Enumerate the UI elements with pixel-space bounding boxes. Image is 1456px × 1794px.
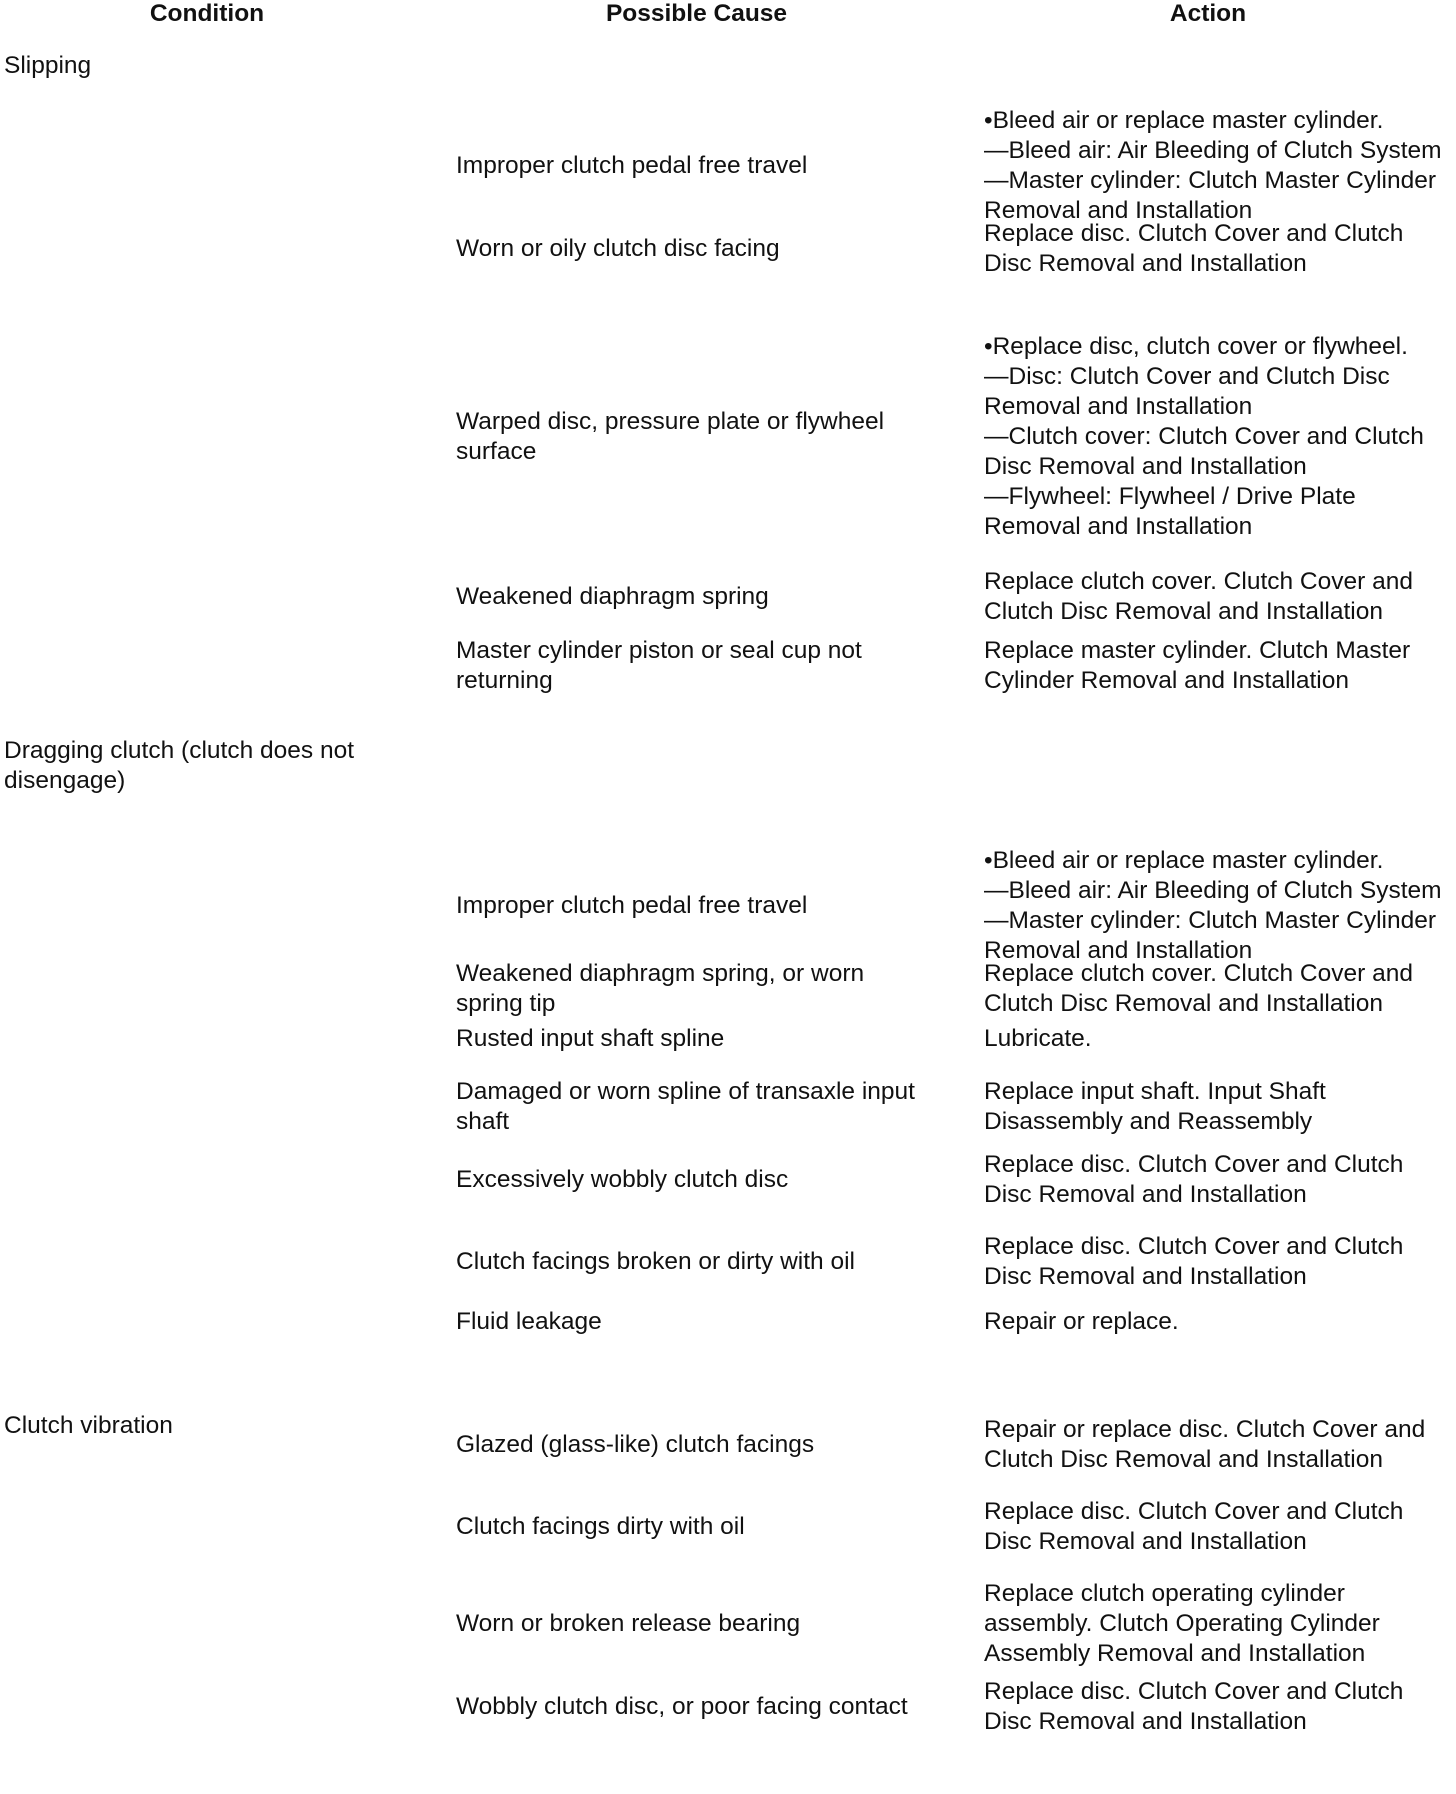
cause-cell xyxy=(456,891,946,921)
cause-cell xyxy=(456,582,946,612)
cause-cell xyxy=(456,1024,946,1054)
action-cell-line: Disc Removal and Installation xyxy=(984,250,1307,277)
cause-cell-line: Wobbly clutch disc, or poor facing contact xyxy=(456,1693,908,1720)
action-cell-line: Replace disc. Clutch Cover and Clutch xyxy=(984,1233,1404,1260)
action-cell-line: Replace disc. Clutch Cover and Clutch xyxy=(984,220,1404,247)
action-cell-line: —Disc: Clutch Cover and Clutch Disc xyxy=(984,363,1390,390)
action-cell xyxy=(984,1307,1454,1337)
action-cell xyxy=(984,332,1454,542)
action-cell-line: Clutch Disc Removal and Installation xyxy=(984,990,1383,1017)
header-condition: Condition xyxy=(149,0,265,27)
cause-cell-line: Fluid leakage xyxy=(456,1308,602,1335)
cause-cell-line: Worn or oily clutch disc facing xyxy=(456,235,780,262)
header-action: Action xyxy=(1169,0,1247,27)
action-cell-line: —Flywheel: Flywheel / Drive Plate xyxy=(984,483,1356,510)
cause-cell-line: returning xyxy=(456,667,553,694)
action-cell-line: Replace clutch cover. Clutch Cover and xyxy=(984,568,1413,595)
action-cell-line: Cylinder Removal and Installation xyxy=(984,667,1349,694)
cause-cell xyxy=(456,1307,946,1337)
cause-cell-line: Improper clutch pedal free travel xyxy=(456,152,808,179)
action-cell xyxy=(984,1077,1454,1137)
cause-cell xyxy=(456,151,946,181)
action-cell-line: Replace disc. Clutch Cover and Clutch xyxy=(984,1151,1404,1178)
action-cell xyxy=(984,959,1454,1019)
action-cell-line: Replace clutch operating cylinder xyxy=(984,1580,1345,1607)
cause-cell xyxy=(456,407,946,467)
cause-cell-line: Master cylinder piston or seal cup not xyxy=(456,637,862,664)
action-cell-line: —Master cylinder: Clutch Master Cylinder xyxy=(984,907,1437,934)
cause-cell xyxy=(456,234,946,264)
cause-cell xyxy=(456,959,946,1019)
cause-cell-line: Improper clutch pedal free travel xyxy=(456,892,808,919)
action-cell-line: Disc Removal and Installation xyxy=(984,1528,1307,1555)
cause-cell xyxy=(456,1692,946,1722)
action-cell-line: Clutch Disc Removal and Installation xyxy=(984,1446,1383,1473)
condition-cell xyxy=(4,51,404,81)
cause-cell xyxy=(456,1165,946,1195)
cause-cell xyxy=(456,636,946,696)
action-cell-line: —Bleed air: Air Bleeding of Clutch System xyxy=(984,137,1442,164)
action-cell xyxy=(984,1579,1454,1669)
action-cell xyxy=(984,1415,1454,1475)
action-cell-line: Removal and Installation xyxy=(984,393,1253,420)
action-cell xyxy=(984,1024,1454,1054)
action-cell xyxy=(984,846,1454,966)
cause-cell-line: Weakened diaphragm spring xyxy=(456,583,769,610)
action-cell-line: Repair or replace. xyxy=(984,1308,1179,1335)
action-cell xyxy=(984,567,1454,627)
cause-cell xyxy=(456,1609,946,1639)
action-cell-line: Lubricate. xyxy=(984,1025,1092,1052)
action-cell-line: Removal and Installation xyxy=(984,513,1253,540)
action-cell-line: Replace disc. Clutch Cover and Clutch xyxy=(984,1498,1404,1525)
action-cell-line: Replace input shaft. Input Shaft xyxy=(984,1078,1326,1105)
action-cell xyxy=(984,636,1454,696)
action-cell-line: •Replace disc, clutch cover or flywheel. xyxy=(984,333,1408,360)
action-cell-line: Replace disc. Clutch Cover and Clutch xyxy=(984,1678,1404,1705)
action-cell-line: Clutch Disc Removal and Installation xyxy=(984,598,1383,625)
action-cell-line: —Bleed air: Air Bleeding of Clutch System xyxy=(984,877,1442,904)
cause-cell xyxy=(456,1430,946,1460)
action-cell-line: •Bleed air or replace master cylinder. xyxy=(984,107,1384,134)
header-possible-cause: Possible Cause xyxy=(605,0,788,27)
cause-cell-line: Rusted input shaft spline xyxy=(456,1025,725,1052)
cause-cell-line: shaft xyxy=(456,1108,510,1135)
action-cell xyxy=(984,219,1454,279)
action-cell xyxy=(984,1232,1454,1292)
action-cell-line: —Clutch cover: Clutch Cover and Clutch xyxy=(984,423,1424,450)
action-cell-line: assembly. Clutch Operating Cylinder xyxy=(984,1610,1380,1637)
condition-cell-line: Dragging clutch (clutch does not xyxy=(4,737,354,764)
cause-cell-line: Weakened diaphragm spring, or worn xyxy=(456,960,865,987)
cause-cell xyxy=(456,1512,946,1542)
condition-cell-line: Clutch vibration xyxy=(4,1412,173,1439)
action-cell-line: Disc Removal and Installation xyxy=(984,1263,1307,1290)
cause-cell-line: surface xyxy=(456,438,537,465)
action-cell-line: Disc Removal and Installation xyxy=(984,453,1307,480)
cause-cell xyxy=(456,1247,946,1277)
action-cell-line: —Master cylinder: Clutch Master Cylinder xyxy=(984,167,1437,194)
action-cell-line: Replace master cylinder. Clutch Master xyxy=(984,637,1411,664)
cause-cell-line: Clutch facings broken or dirty with oil xyxy=(456,1248,855,1275)
action-cell-line: Disc Removal and Installation xyxy=(984,1708,1307,1735)
action-cell xyxy=(984,1677,1454,1737)
action-cell-line: Removal and Installation xyxy=(984,937,1253,964)
cause-cell-line: spring tip xyxy=(456,990,556,1017)
cause-cell-line: Glazed (glass-like) clutch facings xyxy=(456,1431,815,1458)
action-cell-line: Disc Removal and Installation xyxy=(984,1181,1307,1208)
condition-cell xyxy=(4,1411,404,1441)
action-cell-line: Removal and Installation xyxy=(984,197,1253,224)
action-cell-line: Replace clutch cover. Clutch Cover and xyxy=(984,960,1413,987)
cause-cell xyxy=(456,1077,946,1137)
cause-cell-line: Damaged or worn spline of transaxle input xyxy=(456,1078,915,1105)
action-cell-line: Repair or replace disc. Clutch Cover and xyxy=(984,1416,1426,1443)
cause-cell-line: Excessively wobbly clutch disc xyxy=(456,1166,789,1193)
action-cell xyxy=(984,106,1454,226)
cause-cell-line: Clutch facings dirty with oil xyxy=(456,1513,745,1540)
condition-cell-line: Slipping xyxy=(4,52,92,79)
action-cell-line: •Bleed air or replace master cylinder. xyxy=(984,847,1384,874)
action-cell-line: Disassembly and Reassembly xyxy=(984,1108,1313,1135)
action-cell xyxy=(984,1150,1454,1210)
action-cell xyxy=(984,1497,1454,1557)
condition-cell-line: disengage) xyxy=(4,767,126,794)
cause-cell-line: Warped disc, pressure plate or flywheel xyxy=(456,408,885,435)
action-cell-line: Assembly Removal and Installation xyxy=(984,1640,1366,1667)
cause-cell-line: Worn or broken release bearing xyxy=(456,1610,801,1637)
condition-cell xyxy=(4,736,404,796)
